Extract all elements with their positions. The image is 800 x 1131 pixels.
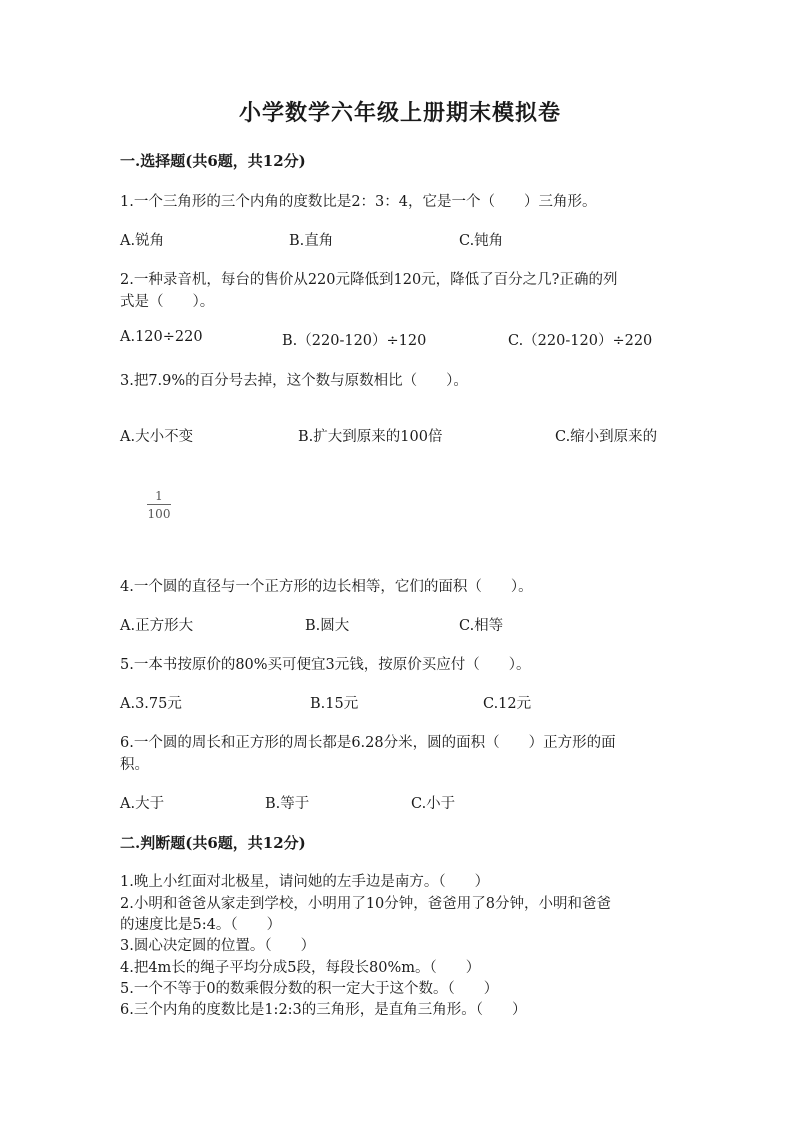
- question-1-option-b: B.直角: [289, 233, 334, 249]
- page-title: 小学数学六年级上册期末模拟卷: [238, 100, 561, 126]
- tf-line-6: 5.一个不等于0的数乘假分数的积一定大于这个数。（ ）: [120, 981, 499, 997]
- question-6-option-c: C.小于: [411, 796, 456, 812]
- question-6-stem-line-1: 6.一个圆的周长和正方形的周长都是6.28分米，圆的面积（ ）正方形的面: [120, 735, 616, 751]
- tf-line-4: 3.圆心决定圆的位置。（ ）: [120, 938, 316, 954]
- question-2-stem-line-2: 式是（ ）。: [120, 294, 215, 310]
- tf-line-7: 6.三个内角的度数比是1:2:3的三角形，是直角三角形。（ ）: [120, 1002, 527, 1018]
- question-4-option-b: B.圆大: [305, 618, 350, 634]
- question-1-stem: 1.一个三角形的三个内角的度数比是2：3：4，它是一个（ ）三角形。: [120, 194, 597, 210]
- question-5-option-a: A.3.75元: [120, 696, 182, 712]
- question-4-stem: 4.一个圆的直径与一个正方形的边长相等，它们的面积（ ）。: [120, 579, 533, 595]
- question-1-option-c: C.钝角: [459, 233, 504, 249]
- question-3-option-a: A.大小不变: [120, 429, 194, 445]
- question-3-stem: 3.把7.9%的百分号去掉，这个数与原数相比（ ）。: [120, 373, 468, 389]
- question-1-option-a: A.锐角: [120, 233, 165, 249]
- section-heading-true-false: 二.判断题(共6题，共12分): [120, 834, 306, 852]
- question-2-option-b: B.（220-120）÷120: [282, 333, 427, 349]
- question-4-option-a: A.正方形大: [120, 618, 194, 634]
- question-5-option-c: C.12元: [483, 696, 532, 712]
- fraction-numerator: 1: [155, 489, 163, 503]
- fraction-denominator: 100: [147, 507, 171, 521]
- question-2-option-a: A.120÷220: [120, 329, 203, 345]
- question-2-option-c: C.（220-120）÷220: [508, 333, 653, 349]
- question-3-option-c: C.缩小到原来的: [555, 429, 658, 445]
- tf-line-1: 1.晚上小红面对北极星，请问她的左手边是南方。（ ）: [120, 874, 490, 890]
- tf-line-5: 4.把4m长的绳子平均分成5段，每段长80%m。（ ）: [120, 960, 481, 976]
- tf-line-2: 2.小明和爸爸从家走到学校，小明用了10分钟，爸爸用了8分钟，小明和爸爸: [120, 896, 612, 912]
- question-5-option-b: B.15元: [310, 696, 359, 712]
- question-2-stem-line-1: 2.一种录音机，每台的售价从220元降低到120元，降低了百分之几?正确的列: [120, 272, 618, 288]
- question-6-option-b: B.等于: [265, 796, 310, 812]
- question-5-stem: 5.一本书按原价的80%买可便宜3元钱，按原价买应付（ ）。: [120, 657, 531, 673]
- question-6-option-a: A.大于: [120, 796, 165, 812]
- question-6-stem-line-2: 积。: [120, 757, 149, 773]
- fraction-one-hundredth: [146, 490, 172, 520]
- question-4-option-c: C.相等: [459, 618, 504, 634]
- section-heading-choice: 一.选择题(共6题，共12分): [120, 152, 306, 170]
- tf-line-3: 的速度比是5:4。（ ）: [120, 917, 282, 933]
- question-3-option-b: B.扩大到原来的100倍: [298, 429, 443, 445]
